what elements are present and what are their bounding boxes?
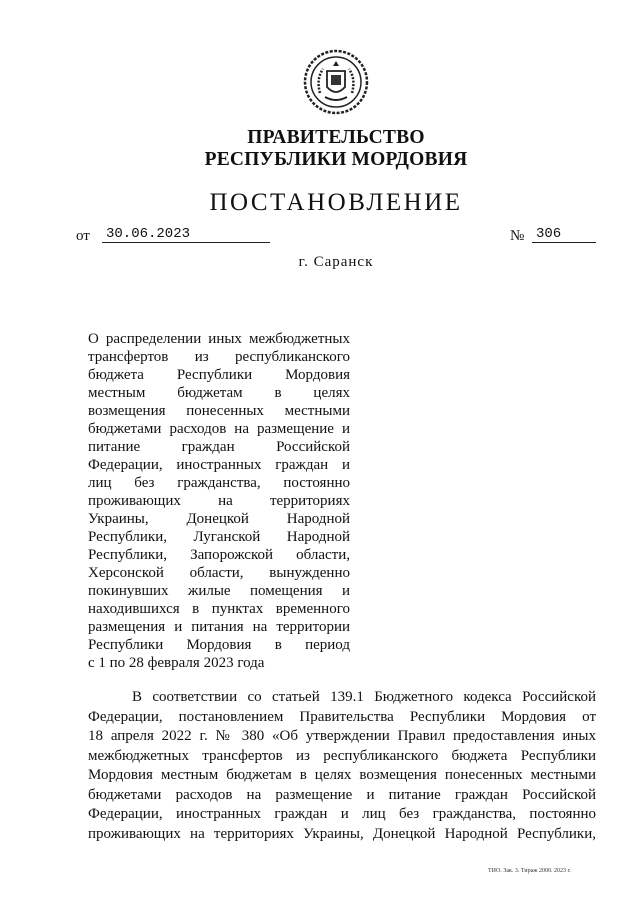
document-body	[88, 688, 596, 844]
body-line: 18 апреля 2022 г. № 380 «Об утверждении Правил предоставления иных	[88, 728, 596, 744]
body-line: Мордовия местным бюджетам в целях возмещения понесенных местными	[88, 767, 596, 783]
subject-line: лиц без гражданства, постоянно	[88, 475, 350, 491]
body-line: проживающих на территориях Украины, Донецкой Народной Республики,	[88, 825, 596, 842]
subject-line: Украины, Донецкой Народной	[88, 511, 350, 527]
body-line: бюджетами расходов на размещение и питание граждан Российской	[88, 786, 596, 803]
government-title-line2: РЕСПУБЛИКИ МОРДОВИЯ	[204, 149, 468, 170]
document-type-title: ПОСТАНОВЛЕНИЕ	[209, 189, 463, 216]
body-line: В соответствии со статьей 139.1 Бюджетного кодекса Российской	[132, 689, 596, 705]
subject-line: бюджета Республики Мордовия	[88, 367, 350, 383]
city: г. Саранск	[298, 254, 374, 270]
subject-line: с 1 по 28 февраля 2023 года	[88, 655, 265, 671]
subject-line: размещения и питания на территории	[88, 619, 350, 635]
number-label: №	[510, 228, 525, 244]
subject-line: покинувших жилые помещения и	[88, 583, 350, 599]
subject-line: питание граждан Российской	[88, 439, 350, 455]
date-number-row	[76, 226, 596, 248]
coat-of-arms-emblem-icon	[303, 49, 369, 115]
government-title-line1: ПРАВИТЕЛЬСТВО	[247, 127, 425, 148]
subject-line: О распределении иных межбюджетных	[88, 331, 350, 347]
subject-line: Херсонской области, вынужденно	[88, 565, 350, 581]
subject-line: Республики Мордовия в период	[88, 637, 350, 653]
body-line: межбюджетных трансфертов из республиканского бюджета Республики	[88, 747, 596, 764]
document-date: 30.06.2023	[102, 226, 270, 243]
body-line: Федерации, постановлением Правительства Республики Мордовия от	[88, 708, 596, 725]
body-line: Федерации, иностранных граждан и лиц без гражданства, постоянно	[88, 806, 596, 822]
subject-line: проживающих на территориях	[88, 493, 350, 509]
print-info-footer: ТИО. Зак. 3. Тираж 2000. 2023 г.	[488, 868, 571, 874]
subject-line: трансфертов из республиканского	[88, 349, 350, 365]
subject-line: Республики, Запорожской области,	[88, 547, 350, 563]
subject-line: Республики, Луганской Народной	[88, 529, 350, 545]
document-number: 306	[532, 226, 596, 243]
subject-line: возмещения понесенных местными	[88, 403, 350, 419]
subject-line: местным бюджетам в целях	[88, 385, 350, 401]
document-subject	[88, 330, 350, 672]
subject-line: находившихся в пунктах временного	[88, 601, 350, 617]
subject-line: бюджетами расходов на размещение и	[88, 421, 350, 437]
date-label: от	[76, 228, 90, 244]
subject-line: Федерации, иностранных граждан и	[88, 457, 350, 473]
